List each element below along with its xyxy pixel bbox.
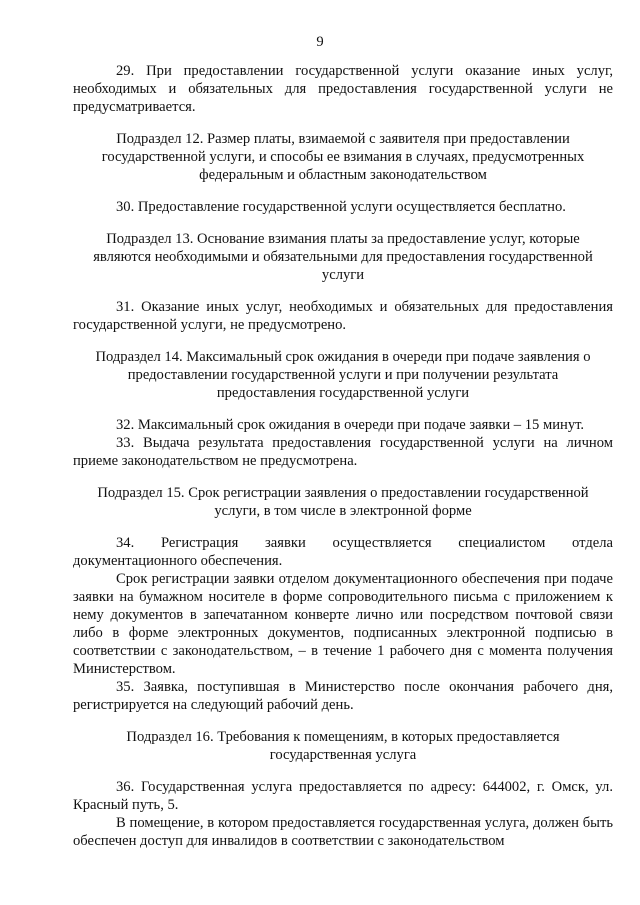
subsection-heading: Подраздел 14. Максимальный срок ожидания в очереди при подаче заявления о предоставлении государственной услуги и при получении результата предоставления государственной услуги bbox=[95, 349, 591, 401]
spacer bbox=[73, 402, 613, 416]
paragraph: В помещение, в котором предоставляется государственная услуга, должен быть обеспечен доступ для инвалидов в соответствии с законодательством bbox=[73, 815, 613, 849]
spacer bbox=[73, 470, 613, 484]
paragraph: 36. Государственная услуга предоставляется по адресу: 644002, г. Омск, ул. Красный путь, 5. bbox=[73, 779, 613, 813]
paragraph: 32. Максимальный срок ожидания в очереди при подаче заявки – 15 минут. bbox=[116, 417, 585, 433]
paragraph: 35. Заявка, поступившая в Министерство после окончания рабочего дня, регистрируется на следующий рабочий день. bbox=[73, 679, 613, 713]
spacer bbox=[73, 284, 613, 298]
subsection-heading: Подраздел 12. Размер платы, взимаемой с заявителя при предоставлении государственной услуги, и способы ее взимания в случаях, предусмотренных федеральным и областным законодательством bbox=[101, 131, 585, 183]
paragraph: 34. Регистрация заявки осуществляется специалистом отдела документационного обеспечения. bbox=[73, 535, 613, 569]
spacer bbox=[73, 520, 613, 534]
subsection-heading: Подраздел 15. Срок регистрации заявления о предоставлении государственной услуги, в том числе в электронной форме bbox=[97, 485, 589, 519]
paragraph: 31. Оказание иных услуг, необходимых и обязательных для предоставления государственной услуги, не предусмотрено. bbox=[73, 299, 613, 333]
document-body bbox=[73, 62, 613, 850]
spacer bbox=[73, 714, 613, 728]
spacer bbox=[73, 116, 613, 130]
subsection-heading: Подраздел 13. Основание взимания платы за предоставление услуг, которые являются необходимыми и обязательными для предоставления государственной услуги bbox=[93, 231, 593, 283]
paragraph: 30. Предоставление государственной услуги осуществляется бесплатно. bbox=[116, 199, 566, 215]
spacer bbox=[73, 764, 613, 778]
subsection-heading: Подраздел 16. Требования к помещениям, в которых предоставляется государственная услуга bbox=[126, 729, 560, 763]
paragraph: Срок регистрации заявки отделом документационного обеспечения при подаче заявки на бумажном носителе в форме сопроводительного письма с приложением к нему документов в запечатанном конверте лично или посредством почтовой связи либо в форме электронных документов, подписанных электронной подписью в соответствии с законодательством, – в течение 1 рабочего дня с момента получения Министерством. bbox=[73, 571, 613, 677]
paragraph: 33. Выдача результата предоставления государственной услуги на личном приеме законодательством не предусмотрена. bbox=[73, 435, 613, 469]
spacer bbox=[73, 334, 613, 348]
spacer bbox=[73, 216, 613, 230]
page-number: 9 bbox=[316, 34, 324, 50]
paragraph: 29. При предоставлении государственной услуги оказание иных услуг, необходимых и обязательных для предоставления государственной услуги не предусматривается. bbox=[73, 63, 613, 115]
spacer bbox=[73, 184, 613, 198]
